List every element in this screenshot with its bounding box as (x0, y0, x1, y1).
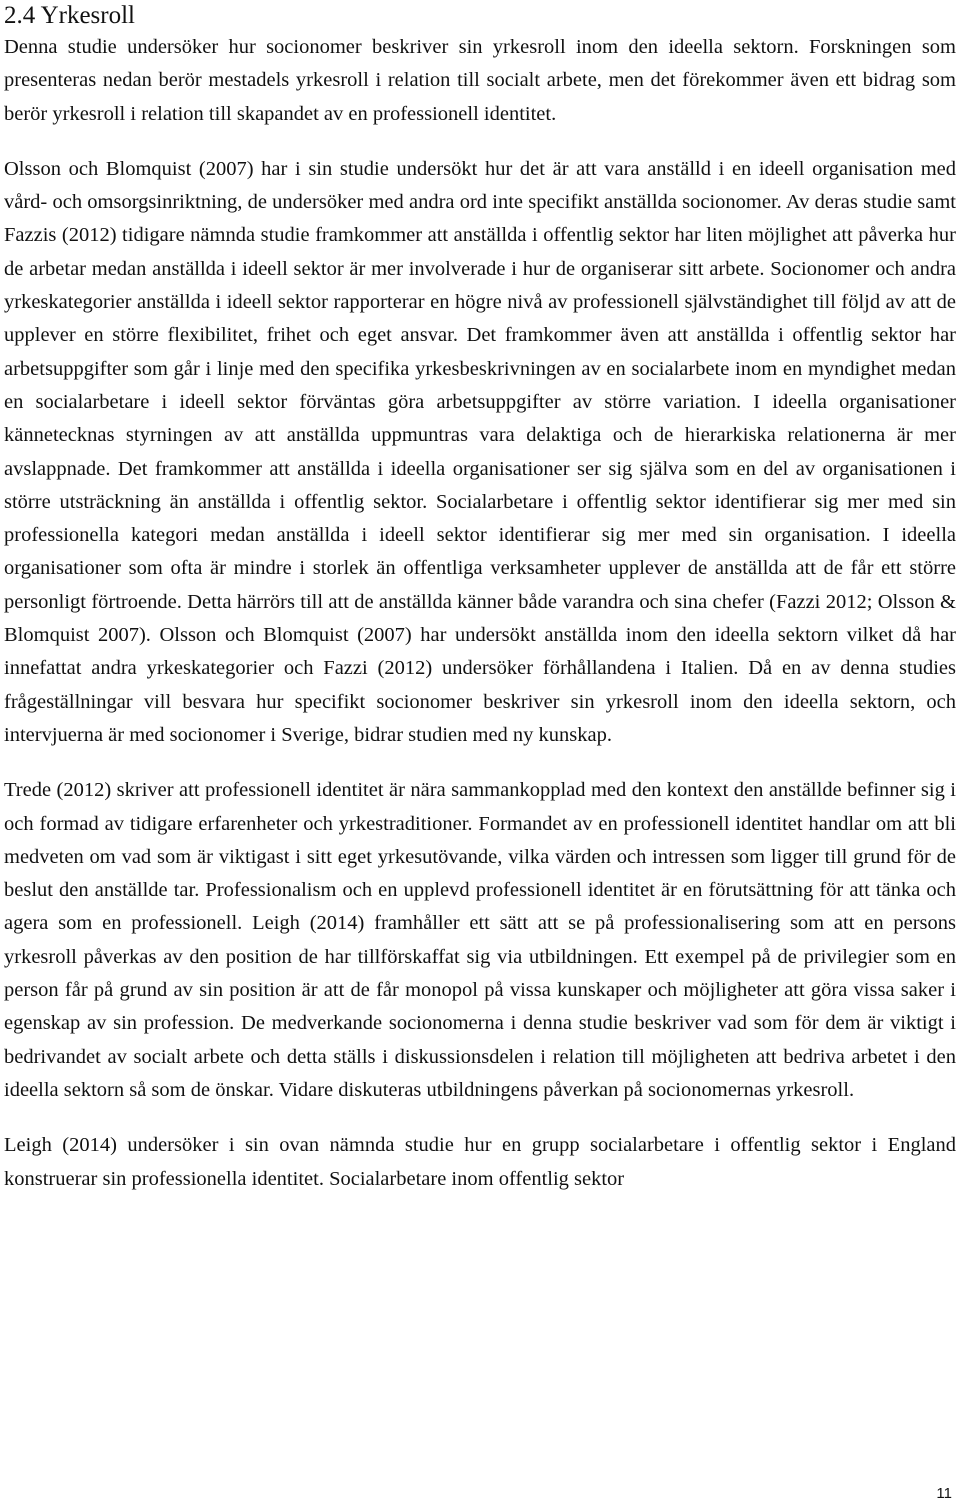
paragraph-olsson-blomquist: Olsson och Blomquist (2007) har i sin studie undersökt hur det är att vara anställd i en ideell organisation med vård- och omsorgsinriktning, de undersöker med andra ord inte specifikt anställda socionomer. Av deras studie samt Fazzis (2012) tidigare nämnda studie framkommer att anställda i offentlig sektor har liten möjlighet att påverka hur de arbetar medan anställda i ideell sektor är mer involverade i hur de organiserar sitt arbete. Socionomer och andra yrkeskategorier anställda i ideell sektor rapporterar en högre nivå av professionell självständighet till följd av att de upplever en större flexibilitet, frihet och eget ansvar. Det framkommer även att anställda i offentlig sektor har arbetsuppgifter som går i linje med den specifika yrkesbeskrivningen av en socialarbete inom en myndighet medan en socialarbetare i ideell sektor förväntas göra arbetsuppgifter av större variation. I ideella organisationer kännetecknas styrningen av att anställda uppmuntras vara delaktiga och de hierarkiska relationerna är mer avslappnade. Det framkommer att anställda i ideella organisationer ser sig själva som en del av organisationen i större utsträckning än anställda i offentlig sektor. Socialarbetare i offentlig sektor identifierar sig mer med sin professionella kategori medan anställda i ideell sektor identifierar sig mer med sin organisation. I ideella organisationer som ofta är mindre i storlek än offentliga verksamheter upplever de anställda att de får ett större personligt förtroende. Detta härrörs till att de anställda känner både varandra och sina chefer (Fazzi 2012; Olsson & Blomquist 2007). Olsson och Blomquist (2007) har undersökt anställda inom den ideella sektorn vilket då har innefattat andra yrkeskategorier och Fazzi (2012) undersöker förhållandena i Italien. Då en av denna studies frågeställningar vill besvara hur specifikt socionomer beskriver sin yrkesroll inom den ideella sektorn, och intervjuerna är med socionomer i Sverige, bidrar studien med ny kunskap. (4, 157, 956, 746)
section-heading: 2.4 Yrkesroll (4, 2, 135, 29)
document-page (4, 0, 956, 1196)
paragraph-leigh: Leigh (2014) undersöker i sin ovan nämnda studie hur en grupp socialarbetare i offentlig sektor i England konstruerar sin professionella identitet. Socialarbetare inom offentlig sektor (4, 1134, 956, 1190)
paragraph-intro: Denna studie undersöker hur socionomer beskriver sin yrkesroll inom den ideella sektorn. Forskningen som presenteras nedan berör mestadels yrkesroll i relation till socialt arbete, men det förekommer även ett bidrag som berör yrkesroll i relation till skapandet av en professionell identitet. (4, 36, 956, 125)
paragraph-trede: Trede (2012) skriver att professionell identitet är nära sammankopplad med den kontext den anställde befinner sig i och formad av tidigare erfarenheter och yrkestraditioner. Formandet av en professionell identitet handlar om att bli medveten om vad som är viktigast i sitt eget yrkesutövande, vilka värden och intressen som ligger till grund för de beslut den anställde tar. Professionalism och en upplevd professionell identitet är en förutsättning för att tänka och agera som en professionell. Leigh (2014) framhåller ett sätt att se på professionalisering som att en persons yrkesroll påverkas av den position de har tillförskaffat sig via utbildningen. Ett exempel på de privilegier som en person får på grund av sin position är att de får monopol på vissa kunskaper och möjligheter att göra vissa saker i egenskap av sin profession. De medverkande socionomerna i denna studie beskriver vad som för dem är viktigt i bedrivandet av socialt arbete och detta ställs i diskussionsdelen i relation till möjligheten att bedriva arbetet i den ideella sektorn så som de önskar. Vidare diskuteras utbildningens påverkan på socionomernas yrkesroll. (4, 779, 956, 1101)
page-number: 11 (936, 1485, 952, 1502)
